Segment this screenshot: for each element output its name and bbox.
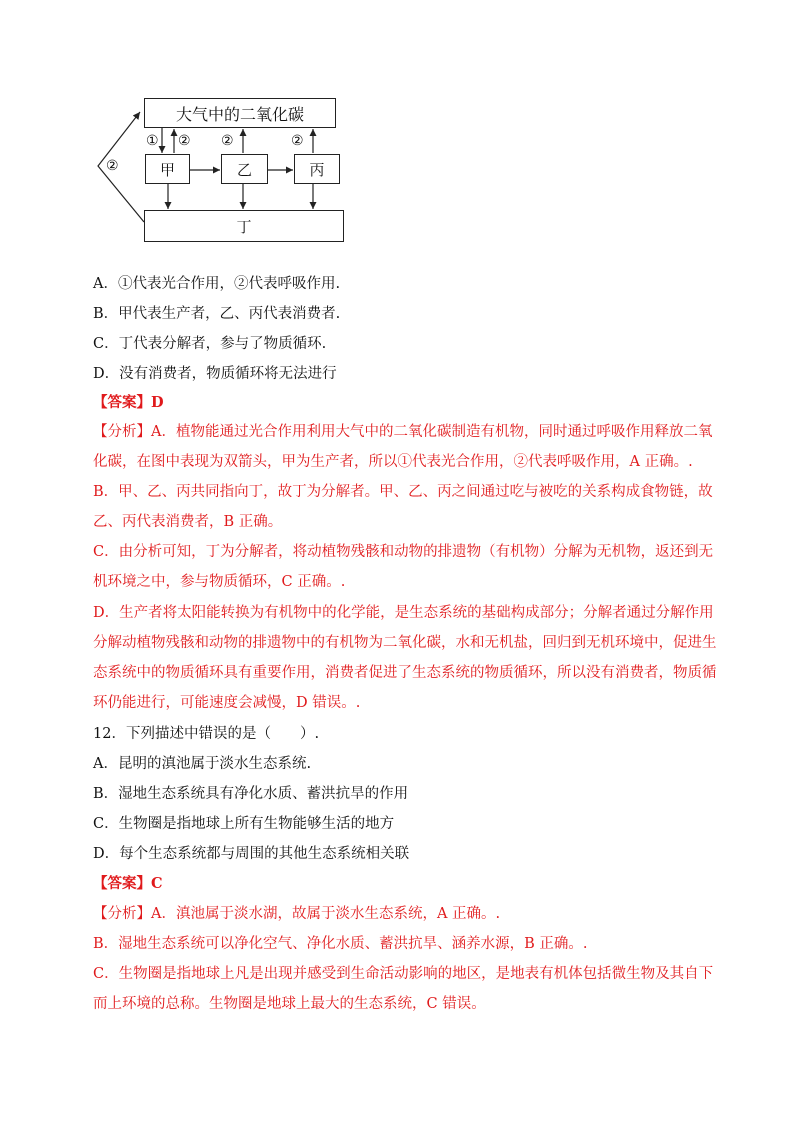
q11-analysis-line: B．甲、乙、丙共同指向丁，故丁为分解者。甲、乙、丙之间通过吃与被吃的关系构成食物链，故 bbox=[93, 484, 713, 500]
arrow-label-2-yi: ② bbox=[221, 133, 234, 149]
yi-box bbox=[221, 154, 268, 184]
jia-label: 甲 bbox=[159, 160, 175, 179]
q12-analysis-line: 而上环境的总称。生物圈是地球上最大的生态系统，C 错误。 bbox=[93, 996, 486, 1012]
arrow-label-2-jia: ② bbox=[178, 133, 191, 149]
q12-answer: 【答案】C bbox=[93, 875, 163, 892]
q11-analysis-line: 化碳，在图中表现为双箭头，甲为生产者，所以①代表光合作用，②代表呼吸作用，A 正确。. bbox=[93, 454, 693, 470]
arrow-label-2-ding: ② bbox=[106, 158, 119, 174]
q11-analysis-line: C．由分析可知，丁为分解者，将动植物残骸和动物的排遗物（有机物）分解为无机物，返还到无 bbox=[93, 544, 714, 560]
q11-analysis-line: 机环境之中，参与物质循环，C 正确。. bbox=[93, 574, 346, 590]
q12-analysis-line: B．湿地生态系统可以净化空气、净化水质、蓄洪抗旱、涵养水源，B 正确。. bbox=[93, 936, 588, 952]
q11-option-c: C．丁代表分解者，参与了物质循环. bbox=[93, 336, 327, 352]
ding-box bbox=[144, 210, 344, 242]
q11-answer: 【答案】D bbox=[93, 394, 164, 411]
q11-analysis-line: 【分析】A．植物能通过光合作用利用大气中的二氧化碳制造有机物，同时通过呼吸作用释放二氧 bbox=[93, 424, 713, 440]
q12-analysis-line: 【分析】A．滇池属于淡水湖，故属于淡水生态系统，A 正确。. bbox=[93, 906, 501, 922]
q11-option-b: B．甲代表生产者，乙、丙代表消费者. bbox=[93, 306, 341, 322]
arrow-label-1: ① bbox=[146, 133, 159, 149]
q11-analysis-line: 态系统中的物质循环具有重要作用，消费者促进了生态系统的物质循环，所以没有消费者，物质循 bbox=[93, 665, 717, 681]
arrow-label-2-bing: ② bbox=[291, 133, 304, 149]
q11-option-d: D．没有消费者，物质循环将无法进行 bbox=[93, 366, 337, 382]
q12-option-c: C．生物圈是指地球上所有生物能够生活的地方 bbox=[93, 816, 395, 832]
bing-label: 丙 bbox=[309, 160, 325, 179]
q11-analysis-line: D．生产者将太阳能转换为有机物中的化学能，是生态系统的基础构成部分；分解者通过分解作用 bbox=[93, 605, 714, 621]
yi-label: 乙 bbox=[236, 160, 252, 179]
q12-option-d: D．每个生态系统都与周围的其他生态系统相关联 bbox=[93, 846, 410, 862]
q12-option-a: A．昆明的滇池属于淡水生态系统. bbox=[93, 756, 312, 772]
atmosphere-co2-box bbox=[144, 98, 336, 128]
q11-analysis-line: 乙、丙代表消费者，B 正确。 bbox=[93, 514, 283, 530]
q12-option-b: B．湿地生态系统具有净化水质、蓄洪抗旱的作用 bbox=[93, 786, 409, 802]
q11-option-a: A．①代表光合作用，②代表呼吸作用. bbox=[93, 276, 341, 292]
bing-box bbox=[294, 154, 340, 184]
ding-label: 丁 bbox=[236, 217, 252, 236]
q11-analysis-line: 环仍能进行，可能速度会减慢，D 错误。. bbox=[93, 695, 361, 711]
carbon-cycle-diagram bbox=[90, 92, 360, 252]
atmosphere-co2-label: 大气中的二氧化碳 bbox=[175, 104, 304, 124]
q11-analysis-line: 分解动植物残骸和动物的排遗物中的有机物为二氧化碳，水和无机盐，回归到无机环境中，促进生 bbox=[93, 635, 717, 651]
q12-question: 12．下列描述中错误的是（ ）. bbox=[93, 726, 320, 742]
q12-analysis-line: C．生物圈是指地球上凡是出现并感受到生命活动影响的地区，是地表有机体包括微生物及其自下 bbox=[93, 966, 714, 982]
jia-box bbox=[145, 154, 190, 184]
